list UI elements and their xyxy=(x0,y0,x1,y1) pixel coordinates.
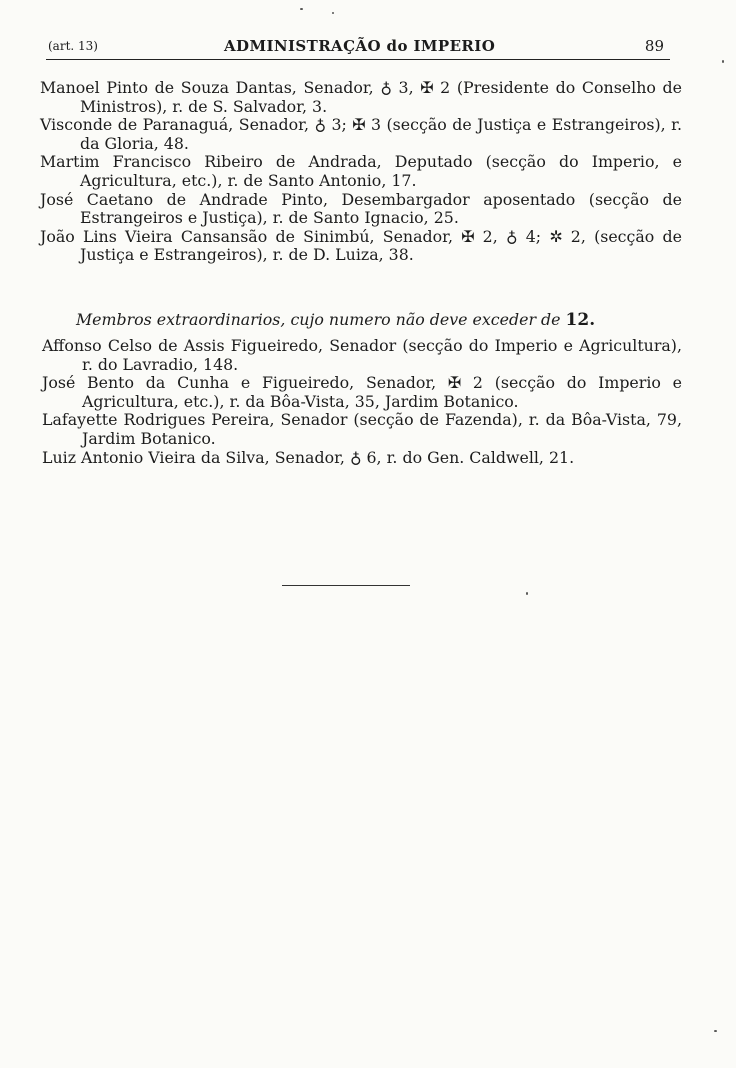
page-number: 89 xyxy=(644,37,664,55)
list-item: Luiz Antonio Vieira da Silva, Senador, ♁ 6, r. do Gen. Caldwell, 21. xyxy=(42,447,575,467)
scan-speck xyxy=(714,1030,717,1032)
section-heading-number: 12. xyxy=(565,310,596,330)
page-title: ADMINISTRAÇÃO do IMPERIO xyxy=(224,37,496,55)
extraordinary-members-list xyxy=(42,337,682,467)
scan-speck xyxy=(722,60,724,63)
list-item: Affonso Celso de Assis Figueiredo, Senador (secção do Imperio e Agricultura), r. do Lavradio, 148. xyxy=(42,336,682,374)
list-item: Manoel Pinto de Souza Dantas, Senador, ♁ 3, ✠ 2 (Presidente do Conselho de Ministros), r. de S. Salvador, 3. xyxy=(40,78,682,116)
list-item: João Lins Vieira Cansansão de Sinimbú, Senador, ✠ 2, ♁ 4; ✲ 2, (secção de Justiça e Estrangeiros), r. de D. Luiza, 38. xyxy=(40,226,682,265)
scan-speck xyxy=(300,8,303,10)
list-item: José Caetano de Andrade Pinto, Desembargador aposentado (secção de Estrangeiros e Justiça), r. de Santo Ignacio, 25. xyxy=(40,189,682,228)
section-heading xyxy=(76,310,696,330)
members-list xyxy=(40,79,682,265)
scan-speck xyxy=(332,12,334,14)
page-header xyxy=(46,35,670,60)
closing-rule xyxy=(282,585,410,586)
article-reference: (art. 13) xyxy=(48,39,98,53)
section-heading-text: Membros extraordinarios, cujo numero não deve exceder de xyxy=(76,310,561,329)
list-item: Martim Francisco Ribeiro de Andrada, Deputado (secção do Imperio, e Agricultura, etc.), r. de Santo Antonio, 17. xyxy=(40,152,682,190)
scan-speck xyxy=(526,592,528,595)
list-item: Visconde de Paranaguá, Senador, ♁ 3; ✠ 3 (secção de Justiça e Estrangeiros), r. da Gloria, 48. xyxy=(40,115,682,153)
list-item: José Bento da Cunha e Figueiredo, Senador, ✠ 2 (secção do Imperio e Agricultura, etc.), r. da Bôa-Vista, 35, Jardim Botanico. xyxy=(42,373,682,411)
list-item: Lafayette Rodrigues Pereira, Senador (secção de Fazenda), r. da Bôa-Vista, 79, Jardim Botanico. xyxy=(42,410,682,448)
